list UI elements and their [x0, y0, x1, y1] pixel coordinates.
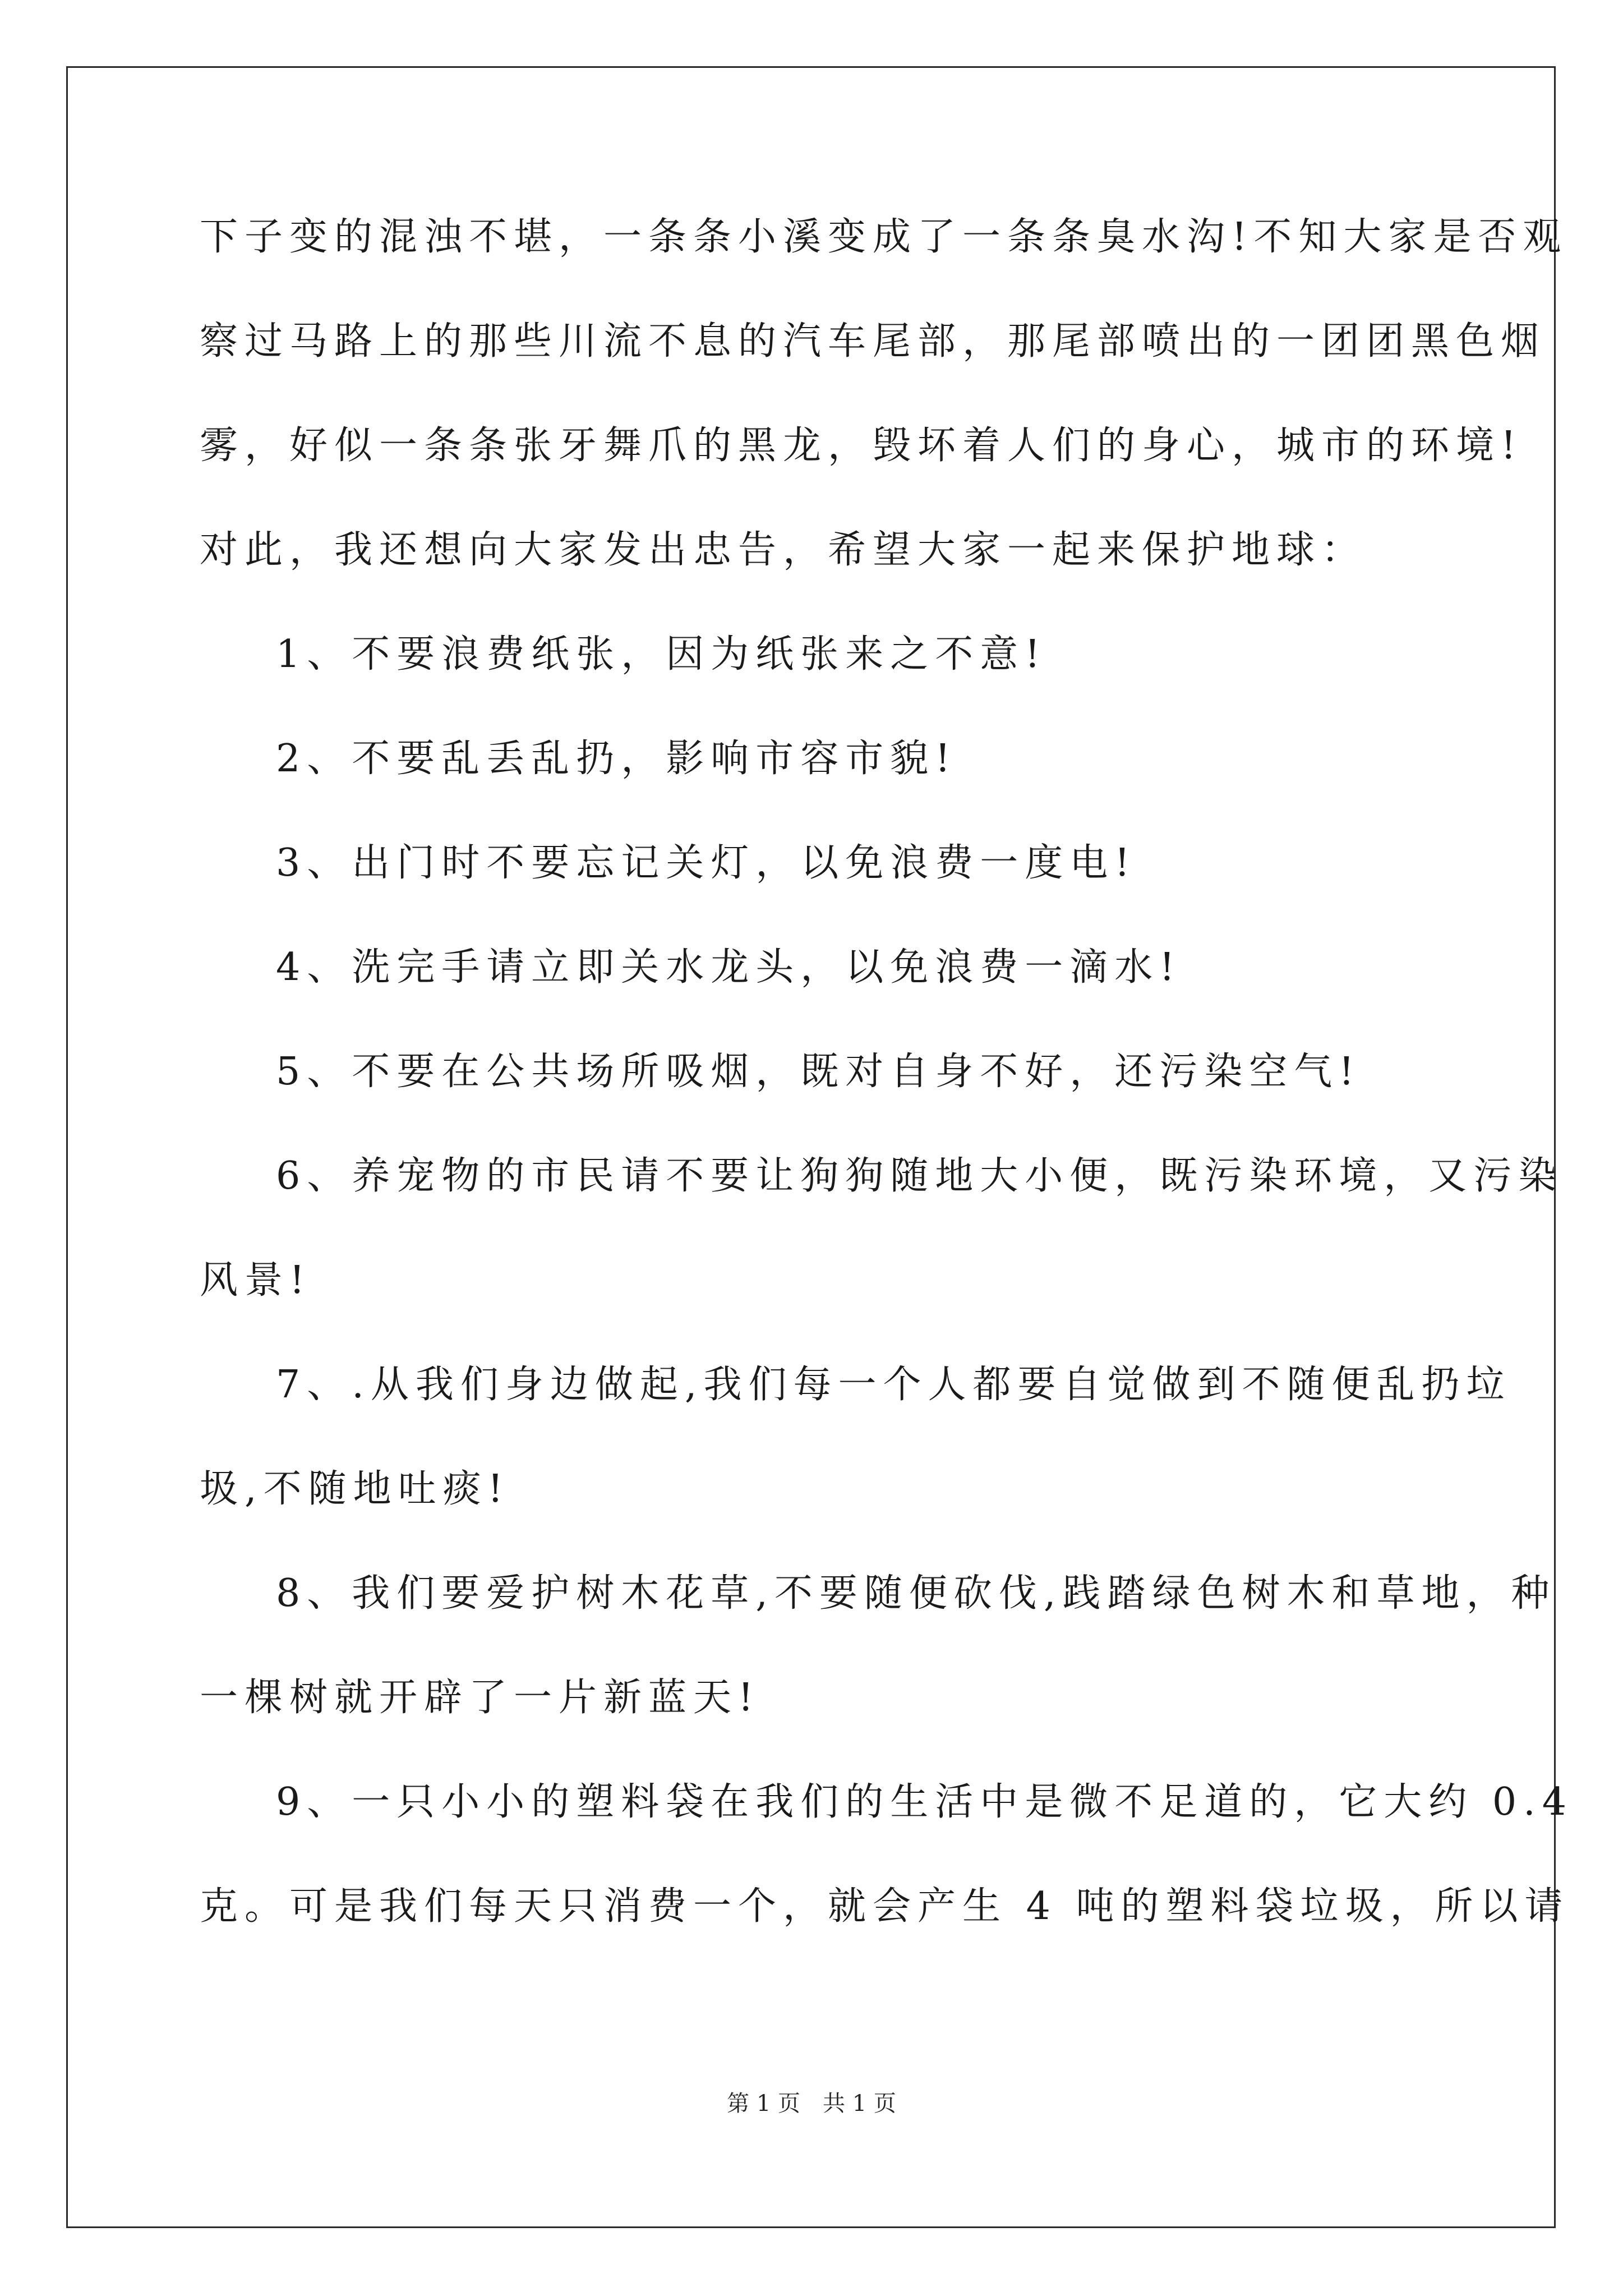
document-body: [200, 215, 1574, 1989]
list-item-9: 9、一只小小的塑料袋在我们的生活中是微不足道的，它大约 0.4: [276, 1780, 1574, 1824]
list-item-6-continued: 风景!: [200, 1258, 312, 1303]
list-item-3: 3、出门时不要忘记关灯，以免浪费一度电!: [276, 841, 1137, 885]
text-line-1: 下子变的混浊不堪，一条条小溪变成了一条条臭水沟!不知大家是否观: [200, 215, 1568, 259]
list-item-5: 5、不要在公共场所吸烟，既对自身不好，还污染空气!: [276, 1050, 1361, 1094]
text-line-4: 对此，我还想向大家发出忠告，希望大家一起来保护地球：: [200, 528, 1367, 572]
page-number-footer: 第 1 页 共 1 页: [727, 2091, 896, 2116]
text-line-2: 察过马路上的那些川流不息的汽车尾部，那尾部喷出的一团团黑色烟: [200, 319, 1546, 364]
list-item-7: 7、.从我们身边做起,我们每一个人都要自觉做到不随便乱扔垃: [276, 1363, 1511, 1407]
list-item-2: 2、不要乱丢乱扔，影响市容市貌!: [276, 737, 957, 781]
list-item-7-continued: 圾,不随地吐痰!: [200, 1467, 510, 1511]
list-item-6: 6、养宠物的市民请不要让狗狗随地大小便，既污染环境，又污染: [276, 1154, 1564, 1198]
list-item-1: 1、不要浪费纸张，因为纸张来之不意!: [276, 632, 1047, 677]
list-item-8-continued: 一棵树就开辟了一片新蓝天!: [200, 1676, 760, 1720]
list-item-9-continued: 克。可是我们每天只消费一个，就会产生 4 吨的塑料袋垃圾，所以请: [200, 1884, 1570, 1929]
list-item-4: 4、洗完手请立即关水龙头，以免浪费一滴水!: [276, 945, 1182, 990]
list-item-8: 8、我们要爱护树木花草,不要随便砍伐,践踏绿色树木和草地，种: [276, 1571, 1556, 1616]
text-line-3: 雾，好似一条条张牙舞爪的黑龙，毁坏着人们的身心，城市的环境!: [200, 424, 1523, 468]
